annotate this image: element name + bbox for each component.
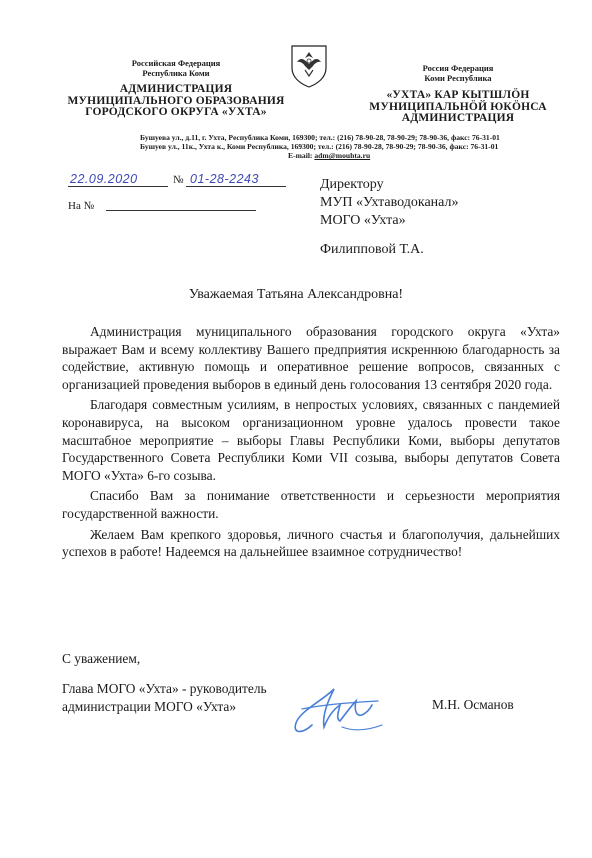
email-line	[288, 151, 560, 160]
reference-underline	[106, 210, 256, 211]
email-link[interactable]: adm@mouhta.ru	[314, 151, 371, 160]
signer-title	[62, 680, 267, 715]
address-komi: Бушуев ул., 11к., Ухта к., Коми Республика, 169300; тел.: (216) 78-90-28, 78-90-29; 78-90-36, факс: 76-31-01	[140, 142, 499, 151]
recipient-municipality: МОГО «Ухта»	[320, 213, 406, 228]
email-label: E-mail:	[288, 151, 313, 160]
header-left	[62, 58, 290, 119]
handwritten-signature	[282, 675, 402, 737]
number-sign: №	[173, 174, 184, 186]
org-name-komi-line2: МУНИЦИПАЛЬНӦЙ ЮКӦНСА	[369, 100, 547, 113]
org-name-komi-line3: АДМИНИСТРАЦИЯ	[401, 112, 515, 124]
recipient-block	[320, 176, 459, 230]
recipient-organization: МУП «Ухтаводоканал»	[320, 195, 459, 210]
signer-title-line1: Глава МОГО «Ухта» - руководитель	[62, 681, 267, 696]
address-block	[140, 133, 560, 160]
letter-body	[62, 323, 560, 561]
recipient-position: Директору	[320, 177, 384, 192]
number-underline	[186, 186, 286, 187]
org-name-line3: ГОРОДСКОГО ОКРУГА «УХТА»	[85, 106, 267, 118]
republic-komi: Коми Республика	[424, 73, 492, 83]
country-ru: Российская Федерация	[131, 58, 221, 68]
signer-title-line2: администрации МОГО «Ухта»	[62, 698, 237, 714]
org-name-line2: МУНИЦИПАЛЬНОГО ОБРАЗОВАНИЯ	[67, 94, 285, 107]
closing-regards: С уважением,	[62, 651, 141, 666]
outgoing-date: 22.09.2020	[70, 172, 138, 186]
org-name-komi-line1: «УХТА» КАР КЫТШЛӦН	[386, 89, 530, 101]
signer-name: М.Н. Османов	[432, 697, 514, 712]
paragraph-gratitude: Администрация муниципального образования городского округа «Ухта» выражает Вам и всему коллективу Вашего предприятия искреннюю благодарность за содействие, активную помощь и оперативное решение вопросов, связанных с организацией проведения выборов в единый день голосования 13 сентября 2020 года.	[62, 324, 560, 392]
paragraph-elections: Благодаря совместным усилиям, в непростых условиях, связанных с пандемией коронавируса, на высоком организационном уровне удалось провести такое масштабное мероприятие – выборы Главы Республики Коми, выборы депутатов Государственного Совета Республики Коми VII созыва, выборы депутатов Совета МОГО «Ухта» 6-го созыва.	[62, 397, 560, 483]
address-ru: Бушуева ул., д.11, г. Ухта, Республика Коми, 169300; тел.: (216) 78-90-28, 78-90-29; 78-90-36, факс: 76-31-01	[140, 133, 500, 142]
republic-ru: Республика Коми	[142, 68, 210, 78]
paragraph-wishes: Желаем Вам крепкого здоровья, личного счастья и благополучия, дальнейших успехов в работе! Надеемся на дальнейшее взаимное сотрудничество!	[62, 526, 560, 560]
country-komi: Россия Федерация	[422, 63, 494, 73]
reference-label: На №	[68, 200, 95, 212]
paragraph-thanks: Спасибо Вам за понимание ответственности и серьезности мероприятия государственной важности.	[62, 488, 560, 521]
coat-of-arms-icon	[287, 42, 331, 88]
outgoing-number: 01-28-2243	[190, 172, 259, 186]
date-underline	[68, 186, 168, 187]
header-right	[344, 63, 572, 125]
org-name-line1: АДМИНИСТРАЦИЯ	[119, 83, 233, 95]
greeting: Уважаемая Татьяна Александровна!	[188, 287, 404, 302]
outgoing-number-row	[68, 172, 308, 190]
recipient-name: Филипповой Т.А.	[320, 242, 424, 257]
